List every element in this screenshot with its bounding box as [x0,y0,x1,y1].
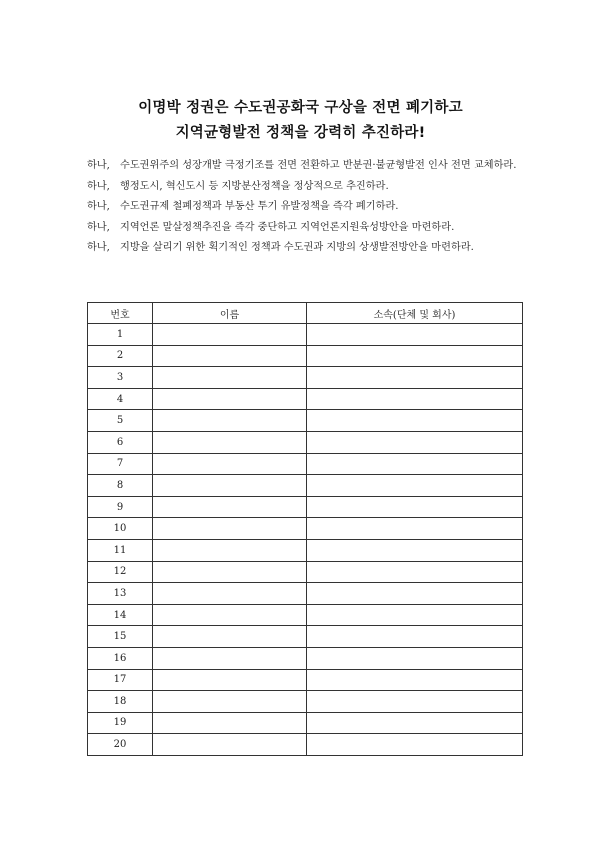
table-row [88,626,523,648]
signature-table [87,302,523,756]
name-cell[interactable] [153,518,307,540]
affiliation-cell[interactable] [307,669,523,691]
name-cell[interactable] [153,410,307,432]
affiliation-cell[interactable] [307,626,523,648]
row-number: 4 [88,388,153,410]
table-row [88,604,523,626]
table-row [88,367,523,389]
row-number: 18 [88,691,153,713]
resolution-lead: 하나, [87,160,110,171]
table-row [88,669,523,691]
table-row [88,539,523,561]
name-cell[interactable] [153,626,307,648]
row-number: 5 [88,410,153,432]
table-row [88,518,523,540]
affiliation-cell[interactable] [307,691,523,713]
title-line-2: 지역균형발전 정책을 강력히 추진하라! [175,125,426,141]
name-cell[interactable] [153,539,307,561]
affiliation-cell[interactable] [307,431,523,453]
resolution-item [87,158,537,175]
name-cell[interactable] [153,734,307,756]
row-number: 14 [88,604,153,626]
row-number: 3 [88,367,153,389]
affiliation-cell[interactable] [307,388,523,410]
name-cell[interactable] [153,475,307,497]
affiliation-cell[interactable] [307,518,523,540]
resolution-item [87,220,537,237]
table-row [88,712,523,734]
row-number: 10 [88,518,153,540]
resolution-text: 행정도시, 혁신도시 등 지방분산정책을 정상적으로 추진하라. [120,180,389,192]
table-row [88,345,523,367]
row-number: 16 [88,647,153,669]
resolution-lead: 하나, [87,180,110,192]
row-number: 12 [88,561,153,583]
name-cell[interactable] [153,453,307,475]
affiliation-cell[interactable] [307,496,523,518]
table-row [88,453,523,475]
affiliation-cell[interactable] [307,583,523,605]
affiliation-cell[interactable] [307,345,523,367]
row-number: 19 [88,712,153,734]
row-number: 15 [88,626,153,648]
row-number: 11 [88,539,153,561]
name-cell[interactable] [153,367,307,389]
name-cell[interactable] [153,604,307,626]
row-number: 8 [88,475,153,497]
header-affiliation: 소속(단체 및 회사) [307,303,523,324]
affiliation-cell[interactable] [307,647,523,669]
name-cell[interactable] [153,345,307,367]
table-row [88,561,523,583]
table-row [88,475,523,497]
table-row [88,496,523,518]
table-row [88,324,523,346]
resolution-lead: 하나, [87,242,110,253]
row-number: 17 [88,669,153,691]
resolution-lead: 하나, [87,201,110,212]
name-cell[interactable] [153,647,307,669]
row-number: 6 [88,431,153,453]
table-row [88,410,523,432]
name-cell[interactable] [153,431,307,453]
name-cell[interactable] [153,561,307,583]
table-row [88,647,523,669]
row-number: 9 [88,496,153,518]
header-name: 이름 [153,303,307,324]
resolution-item [87,240,537,257]
table-row [88,691,523,713]
resolution-text: 지역언론 말살정책추진을 즉각 중단하고 지역언론지원육성방안을 마련하라. [120,221,455,233]
affiliation-cell[interactable] [307,712,523,734]
table-row [88,388,523,410]
table-row [88,734,523,756]
resolution-text: 수도권규제 철폐정책과 부동산 투기 유발정책을 즉각 폐기하라. [120,201,399,212]
name-cell[interactable] [153,712,307,734]
affiliation-cell[interactable] [307,453,523,475]
table-header-row [88,303,523,324]
name-cell[interactable] [153,691,307,713]
name-cell[interactable] [153,669,307,691]
row-number: 1 [88,324,153,346]
name-cell[interactable] [153,388,307,410]
affiliation-cell[interactable] [307,324,523,346]
affiliation-cell[interactable] [307,475,523,497]
table-row [88,583,523,605]
resolution-text: 지방을 살리기 위한 획기적인 정책과 수도권과 지방의 상생발전방안을 마련하라. [120,242,474,253]
name-cell[interactable] [153,583,307,605]
resolution-item [87,199,537,216]
row-number: 2 [88,345,153,367]
title-line-1: 이명박 정권은 수도권공화국 구상을 전면 폐기하고 [138,100,463,116]
row-number: 7 [88,453,153,475]
affiliation-cell[interactable] [307,410,523,432]
row-number: 13 [88,583,153,605]
name-cell[interactable] [153,324,307,346]
header-number: 번호 [88,303,153,324]
resolution-item [87,179,537,196]
affiliation-cell[interactable] [307,367,523,389]
affiliation-cell[interactable] [307,561,523,583]
resolution-lead: 하나, [87,221,110,233]
resolution-text: 수도권위주의 성장개발 극정기조를 전면 전환하고 반분권·불균형발전 인사 전면 교체하라. [120,160,517,171]
affiliation-cell[interactable] [307,734,523,756]
affiliation-cell[interactable] [307,604,523,626]
resolution-list [87,158,537,261]
affiliation-cell[interactable] [307,539,523,561]
row-number: 20 [88,734,153,756]
name-cell[interactable] [153,496,307,518]
table-row [88,431,523,453]
